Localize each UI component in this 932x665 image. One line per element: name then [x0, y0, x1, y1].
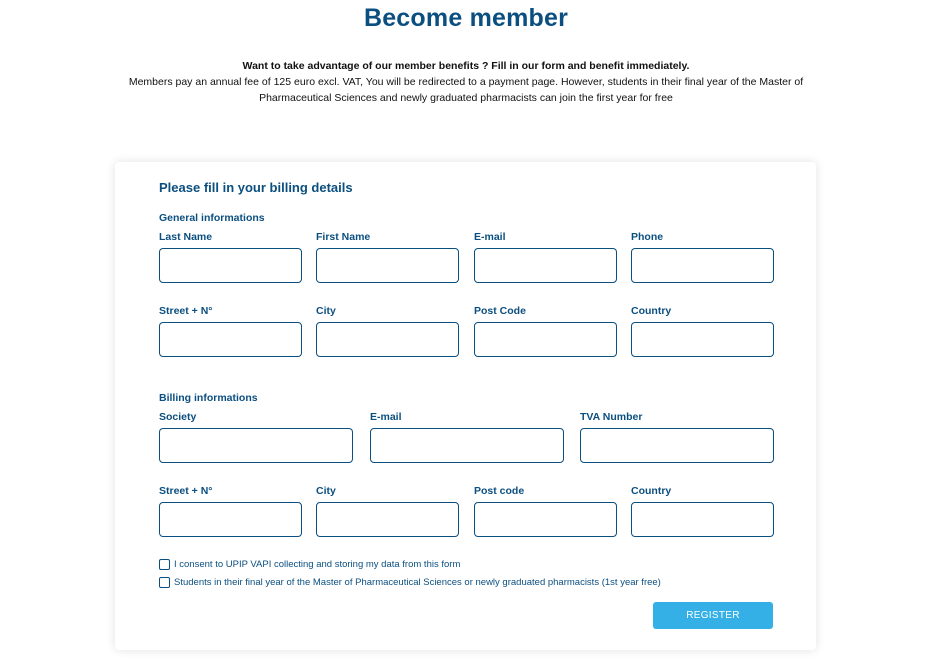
form-title: Please fill in your billing details [159, 180, 353, 195]
intro-text-block [120, 58, 812, 106]
phone-input[interactable] [631, 248, 774, 283]
tva-number-label: TVA Number [580, 411, 643, 423]
billing-post-code-input[interactable] [474, 502, 617, 537]
billing-country-input[interactable] [631, 502, 774, 537]
consent-row [159, 559, 460, 570]
general-section-title: General informations [159, 212, 265, 224]
tva-number-input[interactable] [580, 428, 774, 463]
billing-city-label: City [316, 485, 336, 497]
consent-checkbox[interactable] [159, 559, 170, 570]
city-label: City [316, 305, 336, 317]
intro-description: Members pay an annual fee of 125 euro excl. VAT, You will be redirected to a payment page. However, students in their final year of the Master of Pharmaceutical Sciences and newly graduated pharmacists can join the first year for free [128, 76, 804, 104]
page-title: Become member [363, 4, 569, 32]
billing-post-code-label: Post code [474, 485, 525, 497]
student-row [159, 577, 661, 588]
country-input[interactable] [631, 322, 774, 357]
billing-email-label: E-mail [370, 411, 402, 423]
society-label: Society [159, 411, 197, 423]
billing-country-label: Country [631, 485, 672, 497]
billing-street-label: Street + N° [159, 485, 213, 497]
student-checkbox[interactable] [159, 577, 170, 588]
register-button[interactable]: REGISTER [653, 602, 773, 629]
first-name-label: First Name [316, 231, 371, 243]
first-name-input[interactable] [316, 248, 459, 283]
billing-section-title: Billing informations [159, 392, 258, 404]
country-label: Country [631, 305, 672, 317]
society-input[interactable] [159, 428, 353, 463]
email-label: E-mail [474, 231, 506, 243]
city-input[interactable] [316, 322, 459, 357]
last-name-label: Last Name [159, 231, 213, 243]
post-code-label: Post Code [474, 305, 526, 317]
billing-form-card [115, 162, 816, 650]
phone-label: Phone [631, 231, 664, 243]
billing-city-input[interactable] [316, 502, 459, 537]
consent-label[interactable]: I consent to UPIP VAPI collecting and storing my data from this form [174, 559, 461, 570]
student-label[interactable]: Students in their final year of the Master of Pharmaceutical Sciences or newly graduated pharmacists (1st year free) [174, 577, 661, 588]
last-name-input[interactable] [159, 248, 302, 283]
post-code-input[interactable] [474, 322, 617, 357]
billing-street-input[interactable] [159, 502, 302, 537]
email-input[interactable] [474, 248, 617, 283]
street-input[interactable] [159, 322, 302, 357]
intro-lead: Want to take advantage of our member benefits ? Fill in our form and benefit immediately. [242, 60, 690, 72]
street-label: Street + N° [159, 305, 213, 317]
billing-email-input[interactable] [370, 428, 564, 463]
